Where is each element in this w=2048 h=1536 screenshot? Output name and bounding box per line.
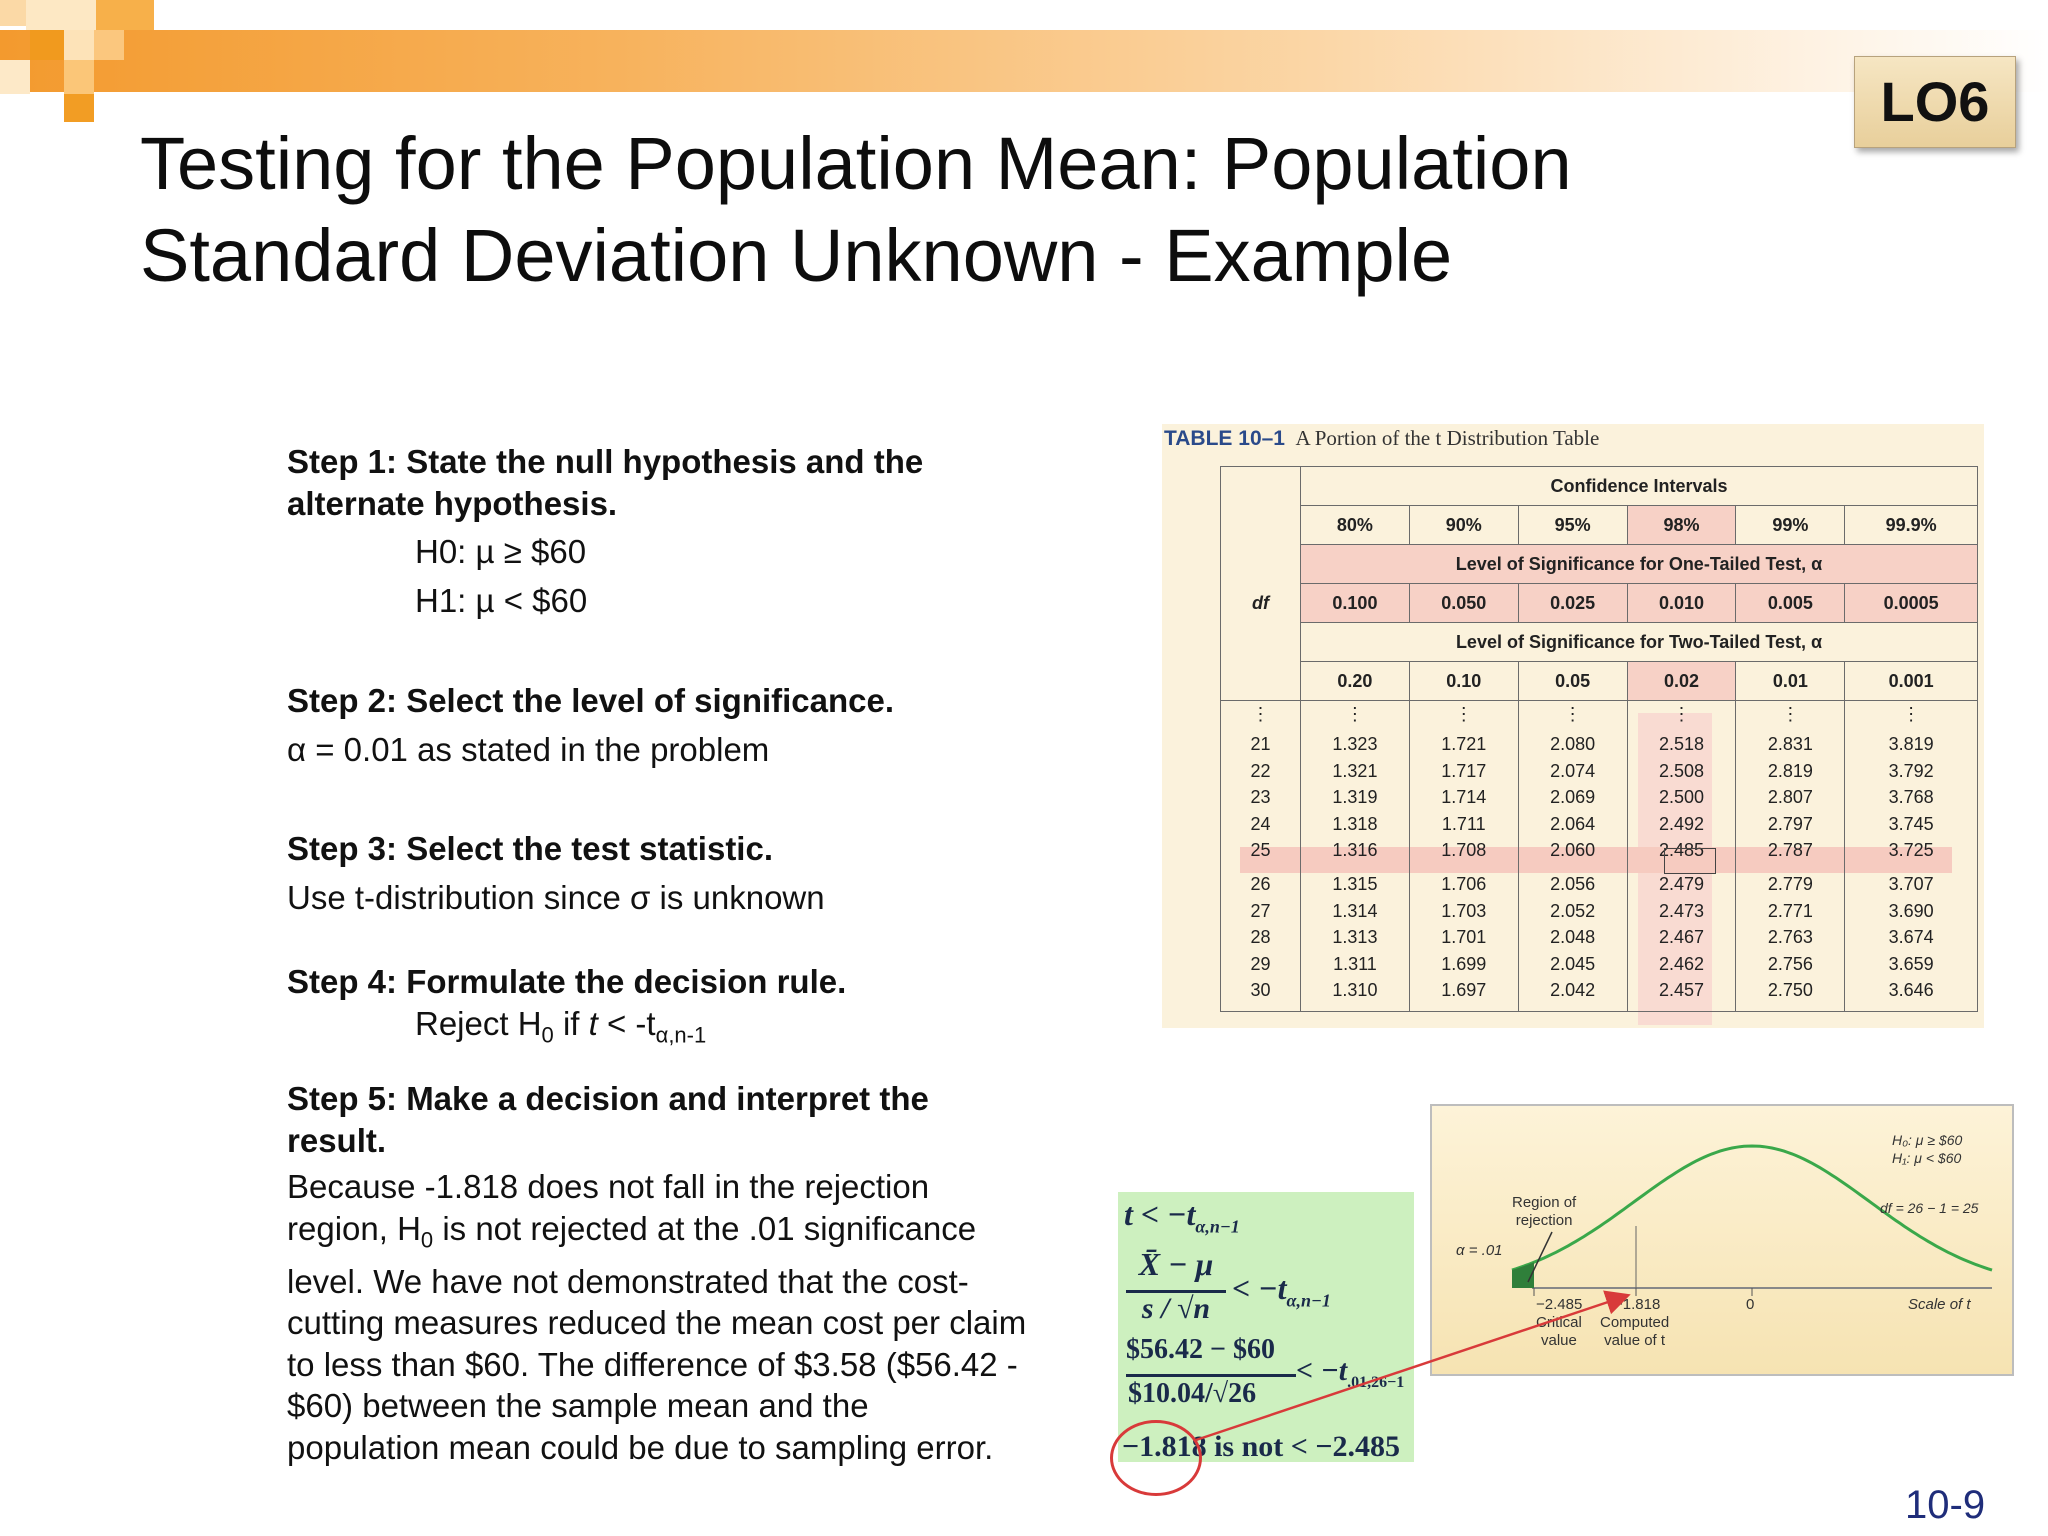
step2-heading-text: Step 2: Select the level of significance. xyxy=(287,682,895,719)
two-tail-cell: 0.001 xyxy=(1845,662,1978,701)
step4-heading-text: Step 4: Formulate the decision rule. xyxy=(287,963,847,1000)
chart-computed-label: Computed value of t xyxy=(1600,1314,1670,1349)
formula-line1-sub: α,n−1 xyxy=(1195,1216,1240,1237)
ci-cell: 99% xyxy=(1736,506,1845,545)
values-95: 2.056 2.052 2.048 2.045 2.042 xyxy=(1518,871,1627,1012)
decision-rule-sub: α,n-1 xyxy=(655,1022,707,1048)
values-98: 2.479 2.473 2.467 2.462 2.457 xyxy=(1627,871,1736,1012)
two-tail-cell: 0.10 xyxy=(1409,662,1518,701)
step5-body-b: is not rejected at the .01 significance level. We have not demonstrated that the cost-cutting measures reduced the mean cost per claim to less than $60. The difference of $3.58 ($56.42 - $60) between the sample mean and the population mean could be due to sampling error. xyxy=(287,1209,1027,1466)
one-tail-cell: 0.050 xyxy=(1409,584,1518,623)
values-80: 1.315 1.314 1.313 1.311 1.310 xyxy=(1301,871,1410,1012)
formula-line1-text: t < −t xyxy=(1124,1196,1196,1232)
chart-zero: 0 xyxy=(1746,1296,1755,1313)
ci-cell: 90% xyxy=(1409,506,1518,545)
slide-title: Testing for the Population Mean: Population Standard Deviation Unknown - Example xyxy=(140,122,1572,297)
values-90: 1.706 1.703 1.701 1.699 1.697 xyxy=(1409,871,1518,1012)
values-999: 3.819 3.792 3.768 3.745 3.725 xyxy=(1845,731,1978,871)
two-tail-cell: 0.01 xyxy=(1736,662,1845,701)
chart-computed-value: −1.818 xyxy=(1614,1296,1661,1313)
chart-scale-label: Scale of t xyxy=(1908,1296,1971,1313)
formula-l2-numerator: X̄ − μ xyxy=(1138,1246,1214,1282)
formula-l3-denominator: $10.04/√26 xyxy=(1128,1378,1257,1409)
formula-l2-rhs-text: < −t xyxy=(1232,1270,1287,1306)
two-tail-header: Level of Significance for Two-Tailed Test, α xyxy=(1301,623,1978,662)
formula-conclusion: −1.818 is not < −2.485 xyxy=(1122,1430,1400,1463)
decision-rule-reject: Reject H xyxy=(415,1005,542,1042)
values-90: 1.721 1.717 1.714 1.711 1.708 xyxy=(1409,731,1518,871)
ci-cell: 95% xyxy=(1518,506,1627,545)
decision-rule-lt: < -t xyxy=(597,1005,656,1042)
values-999: 3.707 3.690 3.674 3.659 3.646 xyxy=(1845,871,1978,1012)
chart-alpha: α = .01 xyxy=(1456,1242,1503,1259)
learning-objective-badge: LO6 xyxy=(1854,56,2016,148)
decision-rule-sub0: 0 xyxy=(541,1022,554,1048)
two-tail-cell: 0.02 xyxy=(1627,662,1736,701)
chart-region-label: Region of rejection xyxy=(1512,1194,1577,1229)
ci-cell: 99.9% xyxy=(1845,506,1978,545)
values-99: 2.779 2.771 2.763 2.756 2.750 xyxy=(1736,871,1845,1012)
values-95: 2.080 2.074 2.069 2.064 2.060 xyxy=(1518,731,1627,871)
one-tail-header: Level of Significance for One-Tailed Test, α xyxy=(1301,545,1978,584)
step5-body-a: Because -1.818 does not fall in the rejection region, H xyxy=(287,1168,930,1247)
df-values: 21 22 23 24 25 xyxy=(1221,731,1301,871)
null-hypothesis: H0: µ ≥ $60 xyxy=(415,533,587,570)
ci-header: Confidence Intervals xyxy=(1301,467,1978,506)
decision-rule-if: if xyxy=(553,1005,589,1042)
step2-body: α = 0.01 as stated in the problem xyxy=(287,731,770,768)
vdots-cell: ⋮ xyxy=(1518,701,1627,732)
two-tail-cell: 0.05 xyxy=(1518,662,1627,701)
df-values: 26 27 28 29 30 xyxy=(1221,871,1301,1012)
formula-l3-numerator: $56.42 − $60 xyxy=(1126,1334,1275,1365)
vdots-cell: ⋮ xyxy=(1221,701,1301,732)
vdots-cell: ⋮ xyxy=(1301,701,1410,732)
step5-heading-text: Step 5: Make a decision and interpret the result. xyxy=(287,1080,929,1159)
df-header-text: df xyxy=(1252,592,1269,613)
step3-body: Use t-distribution since σ is unknown xyxy=(287,879,825,916)
one-tail-cell: 0.010 xyxy=(1627,584,1736,623)
vdots-cell: ⋮ xyxy=(1736,701,1845,732)
values-80: 1.323 1.321 1.319 1.318 1.316 xyxy=(1301,731,1410,871)
formula-l3-rhs-text: < −t xyxy=(1296,1354,1348,1387)
one-tail-cell: 0.100 xyxy=(1301,584,1410,623)
one-tail-cell: 0.025 xyxy=(1518,584,1627,623)
chart-critical-value: −2.485 xyxy=(1536,1296,1583,1313)
page-number: 10-9 xyxy=(1905,1483,1986,1527)
table-caption-label: TABLE 10–1 xyxy=(1164,427,1285,450)
step1-heading-text: Step 1: State the null hypothesis and the alternate hypothesis. xyxy=(287,443,924,522)
formula-l2-denominator: s / √n xyxy=(1141,1292,1211,1325)
ci-cell: 98% xyxy=(1627,506,1736,545)
vdots-cell: ⋮ xyxy=(1627,701,1736,732)
connector-line xyxy=(1196,1296,1626,1440)
decision-rule-t: t xyxy=(588,1005,598,1042)
values-99: 2.831 2.819 2.807 2.797 2.787 xyxy=(1736,731,1845,871)
formula-l3-sub: .01,26−1 xyxy=(1347,1374,1405,1391)
one-tail-cell: 0.005 xyxy=(1736,584,1845,623)
step5-body-sub: 0 xyxy=(420,1227,434,1253)
vdots-cell: ⋮ xyxy=(1409,701,1518,732)
chart-df: df = 26 − 1 = 25 xyxy=(1880,1200,1979,1216)
ci-cell: 80% xyxy=(1301,506,1410,545)
one-tail-cell: 0.0005 xyxy=(1845,584,1978,623)
table-caption-text: A Portion of the t Distribution Table xyxy=(1295,426,1600,450)
chart-h0: H₀: μ ≥ $60 xyxy=(1892,1132,1963,1148)
chart-critical-label: Critical value xyxy=(1536,1314,1582,1349)
alternate-hypothesis: H1: µ < $60 xyxy=(415,582,588,619)
formula-l2-sub: α,n−1 xyxy=(1286,1290,1331,1311)
two-tail-cell: 0.20 xyxy=(1301,662,1410,701)
vdots-cell: ⋮ xyxy=(1845,701,1978,732)
step3-heading-text: Step 3: Select the test statistic. xyxy=(287,830,773,867)
values-98: 2.518 2.508 2.500 2.492 2.485 xyxy=(1627,731,1736,871)
chart-h1: H₁: μ < $60 xyxy=(1892,1150,1962,1166)
